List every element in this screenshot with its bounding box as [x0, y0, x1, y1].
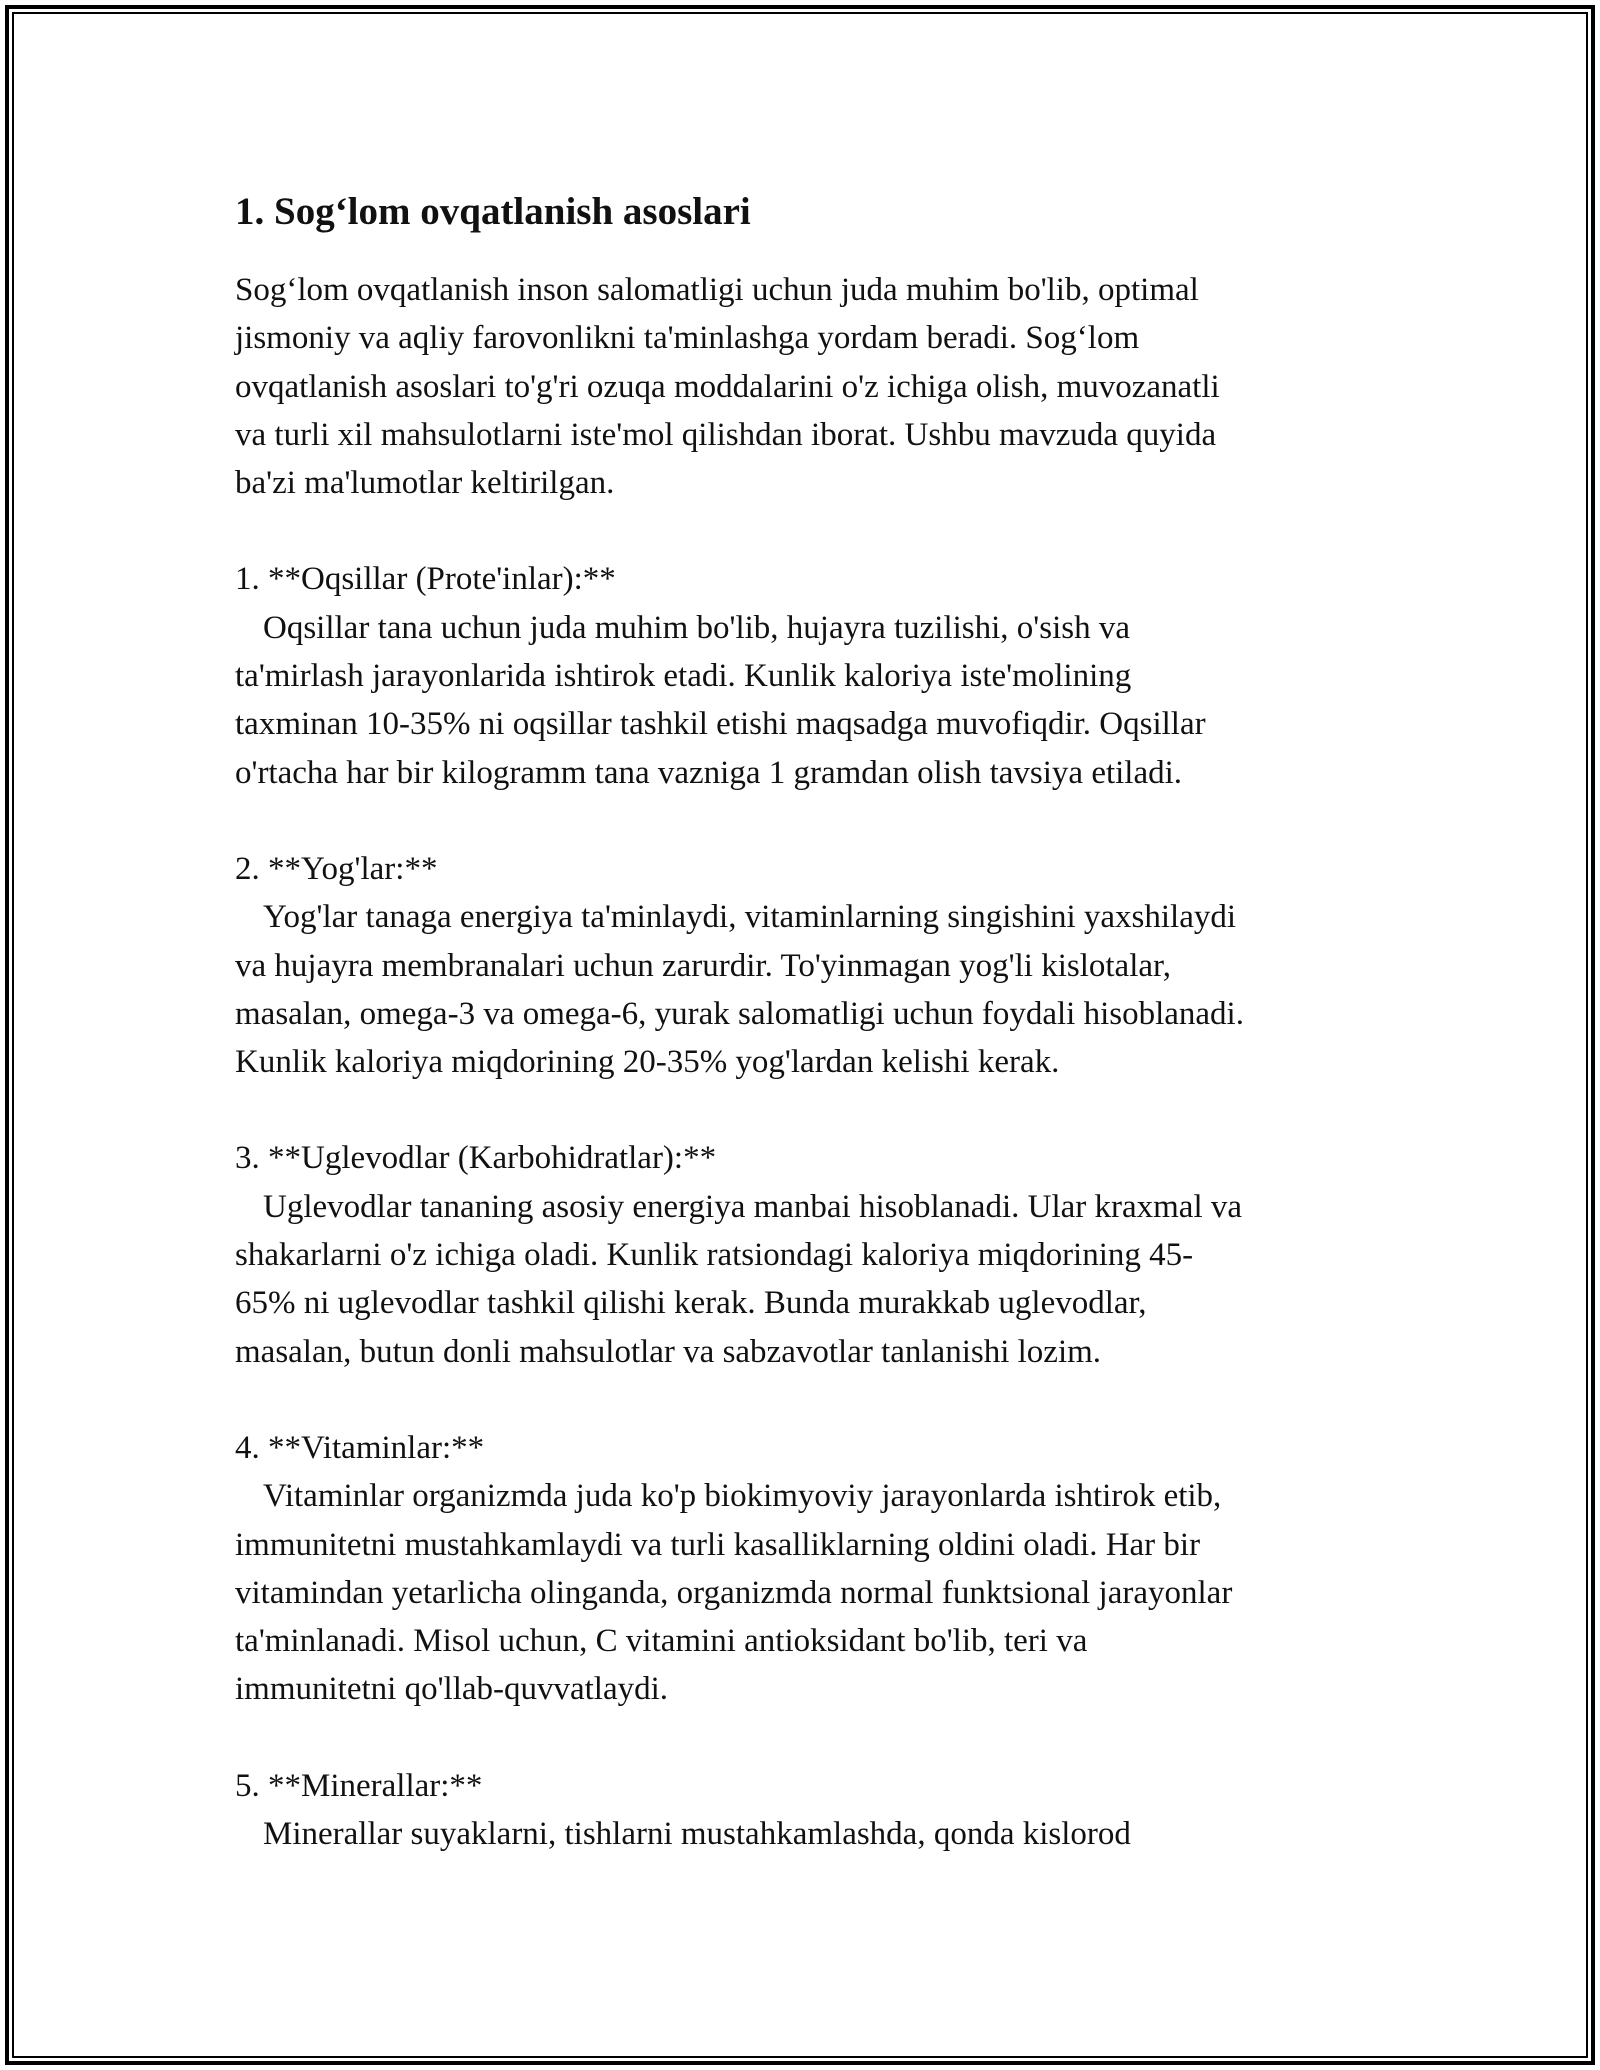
section-line: o'rtacha har bir kilogramm tana vazniga 1 gramdan olish tavsiya etiladi.: [235, 754, 1183, 791]
intro-line: ovqatlanish asoslari to'g'ri ozuqa moddalarini o'z ichiga olish, muvozanatli: [235, 368, 1220, 405]
section-line: Uglevodlar tananing asosiy energiya manbai hisoblanadi. Ular kraxmal va: [263, 1188, 1243, 1225]
section-heading: 2. **Yog'lar:**: [235, 850, 438, 887]
section-line: Yog'lar tanaga energiya ta'minlaydi, vitaminlarning singishini yaxshilaydi: [263, 899, 1237, 936]
section-heading: 4. **Vitaminlar:**: [235, 1429, 485, 1466]
intro-paragraph: [235, 266, 1365, 507]
section-minerallar: [235, 1762, 1365, 1859]
document-body: [235, 188, 1365, 1858]
section-heading: 3. **Uglevodlar (Karbohidratlar):**: [235, 1140, 717, 1177]
section-uglevodlar: [235, 1134, 1365, 1375]
section-line: Kunlik kaloriya miqdorining 20-35% yog'lardan kelishi kerak.: [235, 1044, 1060, 1081]
section-line: vitamindan yetarlicha olinganda, organizmda normal funktsional jarayonlar: [235, 1574, 1233, 1611]
section-line: immunitetni mustahkamlaydi va turli kasalliklarning oldini oladi. Har bir: [235, 1526, 1201, 1563]
intro-line: va turli xil mahsulotlarni iste'mol qilishdan iborat. Ushbu mavzuda quyida: [235, 416, 1217, 453]
section-line: ta'mirlash jarayonlarida ishtirok etadi. Kunlik kaloriya iste'molining: [235, 658, 1132, 695]
section-line: immunitetni qo'llab-quvvatlaydi.: [235, 1671, 669, 1708]
page-title: 1. Sog‘lom ovqatlanish asoslari: [235, 190, 751, 233]
section-line: masalan, butun donli mahsulotlar va sabzavotlar tanlanishi lozim.: [235, 1333, 1102, 1370]
section-line: taxminan 10-35% ni oqsillar tashkil etishi maqsadga muvofiqdir. Oqsillar: [235, 706, 1206, 743]
section-line: va hujayra membranalari uchun zarurdir. To'yinmagan yog'li kislotalar,: [235, 947, 1171, 984]
section-vitaminlar: [235, 1424, 1365, 1714]
section-line: Minerallar suyaklarni, tishlarni mustahkamlashda, qonda kislorod: [263, 1816, 1131, 1853]
section-line: ta'minlanadi. Misol uchun, C vitamini antioksidant bo'lib, teri va: [235, 1623, 1088, 1660]
section-oqsillar: [235, 555, 1365, 796]
intro-line: jismoniy va aqliy farovonlikni ta'minlashga yordam beradi. Sog‘lom: [235, 320, 1140, 357]
section-line: Vitaminlar organizmda juda ko'p biokimyoviy jarayonlarda ishtirok etib,: [263, 1478, 1222, 1515]
section-line: 65% ni uglevodlar tashkil qilishi kerak. Bunda murakkab uglevodlar,: [235, 1285, 1147, 1322]
section-line: Oqsillar tana uchun juda muhim bo'lib, hujayra tuzilishi, o'sish va: [263, 609, 1131, 646]
section-heading: 1. **Oqsillar (Prote'inlar):**: [235, 561, 616, 598]
intro-line: ba'zi ma'lumotlar keltirilgan.: [235, 465, 615, 502]
intro-line: Sog‘lom ovqatlanish inson salomatligi uchun juda muhim bo'lib, optimal: [235, 272, 1199, 308]
section-line: shakarlarni o'z ichiga oladi. Kunlik ratsiondagi kaloriya miqdorining 45-: [235, 1237, 1194, 1274]
section-yoglar: [235, 845, 1365, 1086]
section-line: masalan, omega-3 va omega-6, yurak salomatligi uchun foydali hisoblanadi.: [235, 995, 1244, 1032]
section-heading: 5. **Minerallar:**: [235, 1767, 483, 1804]
